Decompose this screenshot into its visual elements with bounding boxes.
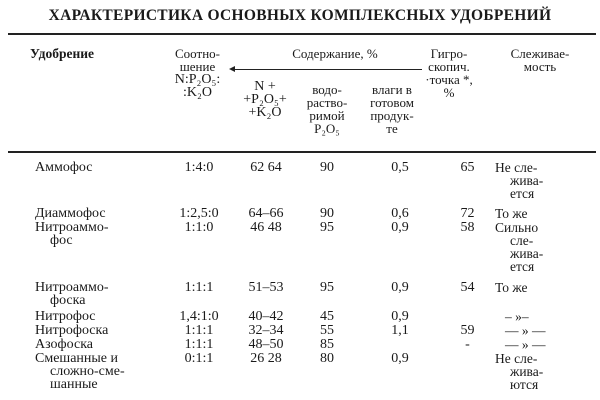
- row-fertilizer-name: [35, 207, 106, 220]
- row-caking: [495, 281, 528, 294]
- header-sum: [236, 80, 294, 119]
- row-water-soluble: 90: [320, 160, 334, 175]
- row-fertilizer-name: [35, 352, 125, 391]
- row-water-soluble: 95: [320, 220, 334, 235]
- name-line: Нитрофос: [35, 309, 96, 324]
- row-sum-npk: 51–53: [248, 280, 284, 295]
- row-moisture: 0,9: [391, 280, 409, 295]
- row-water-soluble: 85: [320, 337, 334, 352]
- caking-line: жива-: [510, 246, 544, 261]
- caking-line: ется: [510, 186, 535, 201]
- caking-line: – »–: [505, 309, 529, 324]
- row-hygroscopic-point: 59: [460, 323, 475, 338]
- name-line: шанные: [50, 377, 98, 392]
- header-hygro-line: ·точка *,: [425, 72, 473, 87]
- row-sum-npk: 40–42: [248, 309, 284, 324]
- caking-line: То же: [495, 280, 528, 295]
- caking-line: Сильно: [495, 220, 539, 235]
- top-rule: [8, 33, 596, 35]
- header-water-line: раство-: [306, 95, 348, 110]
- row-fertilizer-name: [35, 161, 92, 174]
- row-caking: [495, 221, 543, 273]
- row-caking: [495, 161, 543, 200]
- name-line: Нитрофоска: [35, 323, 109, 338]
- header-water-line: P₂O₅: [314, 121, 340, 136]
- row-caking: [495, 338, 546, 351]
- header-ratio-line: Соотно-: [175, 46, 220, 61]
- header-caking-line: Слеживае-: [510, 46, 570, 61]
- row-sum-npk: 32–34: [248, 323, 284, 338]
- header-water-soluble: [300, 83, 354, 135]
- header-moisture-line: продук-: [370, 108, 414, 123]
- row-moisture: 0,5: [391, 160, 409, 175]
- header-sum-line: +K₂O: [248, 105, 282, 120]
- name-line: Нитроаммо-: [35, 280, 109, 295]
- row-ratio: 1:1:1: [184, 337, 214, 352]
- row-sum-npk: 46 48: [250, 220, 282, 235]
- name-line: Смешанные и: [35, 351, 119, 366]
- row-ratio: 1:4:0: [184, 160, 214, 175]
- header-hygro-line: Гигро-: [430, 46, 468, 61]
- row-sum-npk: 62 64: [250, 160, 282, 175]
- row-caking: [495, 352, 543, 391]
- row-ratio: 1,4:1:0: [179, 309, 219, 324]
- row-fertilizer-name: [35, 338, 93, 351]
- row-ratio: 1:1:0: [184, 220, 214, 235]
- header-ratio-line: :K₂O: [183, 85, 212, 100]
- header-hygroscopic: [420, 47, 478, 99]
- caking-line: То же: [495, 206, 528, 221]
- row-ratio: 1:2,5:0: [179, 206, 219, 221]
- arrow-left-icon: [229, 66, 235, 72]
- name-line: сложно-сме-: [50, 364, 125, 379]
- header-moisture: [365, 83, 419, 135]
- caking-line: сле-: [510, 233, 534, 248]
- header-ratio-line: шение: [179, 59, 216, 74]
- row-fertilizer-name: [35, 221, 109, 247]
- name-line: Нитроаммо-: [35, 220, 109, 235]
- row-fertilizer-name: [35, 281, 109, 307]
- row-fertilizer-name: [35, 310, 96, 323]
- row-caking: [495, 207, 528, 220]
- row-moisture: 1,1: [391, 323, 409, 338]
- header-caking: [500, 47, 580, 73]
- caking-line: ется: [510, 259, 535, 274]
- header-water-line: римой: [309, 108, 345, 123]
- row-water-soluble: 90: [320, 206, 334, 221]
- row-hygroscopic-point: 54: [460, 280, 475, 295]
- row-water-soluble: 80: [320, 351, 334, 366]
- content-span-line: [232, 69, 422, 70]
- header-sum-line: +P₂O₅+: [243, 92, 287, 107]
- caking-line: жива-: [510, 173, 544, 188]
- header-hygro-line: скопич.: [428, 59, 470, 74]
- caking-line: — » —: [505, 323, 546, 338]
- header-moisture-line: готовом: [370, 95, 414, 110]
- header-moisture-line: влаги в: [372, 82, 412, 97]
- name-line: фос: [50, 233, 73, 248]
- row-caking: [495, 324, 546, 337]
- header-content-group: Содержание, %: [292, 46, 378, 61]
- row-water-soluble: 55: [320, 323, 334, 338]
- row-ratio: 1:1:1: [184, 323, 214, 338]
- row-moisture: 0,6: [391, 206, 409, 221]
- table-title: ХАРАКТЕРИСТИКА ОСНОВНЫХ КОМПЛЕКСНЫХ УДОБРЕНИЙ: [48, 7, 552, 24]
- row-moisture: 0,9: [391, 351, 409, 366]
- caking-line: ются: [510, 377, 539, 392]
- row-fertilizer-name: [35, 324, 108, 337]
- row-ratio: 1:1:1: [184, 280, 214, 295]
- header-caking-line: мость: [523, 59, 557, 74]
- caking-line: жива-: [510, 364, 544, 379]
- name-line: Диаммофос: [35, 206, 106, 221]
- row-water-soluble: 45: [320, 309, 334, 324]
- row-hygroscopic-point: 72: [460, 206, 475, 221]
- name-line: фоска: [50, 293, 86, 308]
- row-sum-npk: 48–50: [248, 337, 284, 352]
- row-water-soluble: 95: [320, 280, 334, 295]
- row-sum-npk: 26 28: [250, 351, 282, 366]
- row-moisture: 0,9: [391, 309, 409, 324]
- header-hygro-line: %: [443, 85, 455, 100]
- header-water-line: водо-: [312, 82, 342, 97]
- caking-line: Не сле-: [495, 160, 538, 175]
- name-line: Аммофос: [35, 160, 93, 175]
- header-sum-line: N +: [254, 79, 276, 94]
- header-ratio: [160, 47, 235, 99]
- row-hygroscopic-point: -: [465, 337, 470, 352]
- row-hygroscopic-point: 65: [460, 160, 475, 175]
- row-moisture: 0,9: [391, 220, 409, 235]
- header-rule: [8, 151, 596, 153]
- header-moisture-line: те: [386, 121, 398, 136]
- row-caking: [495, 310, 529, 323]
- row-hygroscopic-point: 58: [460, 220, 475, 235]
- header-fertilizer: Удобрение: [30, 46, 94, 61]
- name-line: Азофоска: [35, 337, 93, 352]
- caking-line: Не сле-: [495, 351, 538, 366]
- row-sum-npk: 64–66: [248, 206, 284, 221]
- header-ratio-line: N:P₂O₅:: [174, 72, 221, 87]
- row-ratio: 0:1:1: [184, 351, 214, 366]
- caking-line: — » —: [505, 337, 546, 352]
